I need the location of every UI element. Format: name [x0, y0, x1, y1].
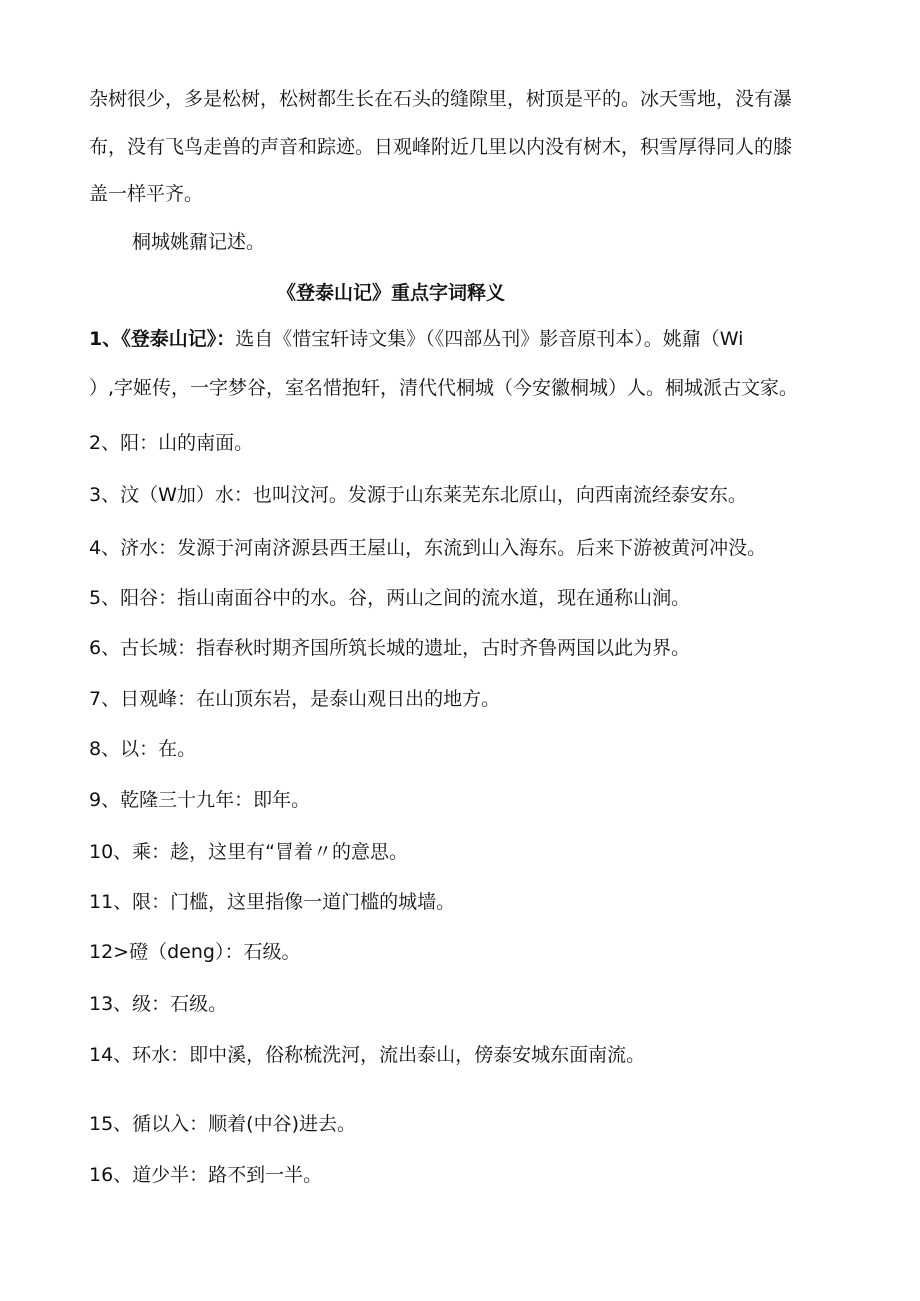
entry-11: 11、限：门槛，这里指像一道门槛的城墙。	[89, 891, 456, 913]
entry-13: 13、级：石级。	[89, 993, 228, 1015]
entry-9: 9、乾隆三十九年：即年。	[89, 789, 311, 811]
entry-15: 15、循以入：顺着(中谷)进去。	[89, 1113, 357, 1135]
intro-line-3: 盖一样平齐。	[89, 183, 204, 205]
entry-1-text: 选自《惜宝轩诗文集》（《四部丛刊》影音原刊本）。姚鼐（Wi	[235, 328, 744, 350]
entry-2: 2、阳：山的南面。	[89, 432, 254, 454]
entry-6: 6、古长城：指春秋时期齐国所筑长城的遗址，古时齐鲁两国以此为界。	[89, 637, 691, 659]
entry-3: 3、汶（W加）水：也叫汶河。发源于山东莱芜东北原山，向西南流经泰安东。	[89, 484, 747, 506]
entry-10: 10、乘：趁，这里有“冒着〃的意思。	[89, 841, 409, 863]
entry-16: 16、道少半：路不到一半。	[89, 1164, 323, 1186]
intro-line-1: 杂树很少，多是松树，松树都生长在石头的缝隙里，树顶是平的。冰天雪地，没有瀑	[89, 88, 793, 110]
intro-author: 桐城姚鼐记述。	[132, 231, 266, 253]
intro-line-2: 布，没有飞鸟走兽的声音和踪迹。日观峰附近几里以内没有树木，积雪厚得同人的膝	[89, 136, 793, 158]
entry-14: 14、环水：即中溪，俗称梳洗河，流出泰山，傍泰安城东面南流。	[89, 1044, 646, 1066]
entry-12: 12>磴（deng）：石级。	[89, 941, 301, 963]
entry-8: 8、以：在。	[89, 738, 197, 760]
entry-1-line-1	[89, 326, 743, 352]
entry-5: 5、阳谷：指山南面谷中的水。谷，两山之间的流水道，现在通称山涧。	[89, 587, 691, 609]
entry-1-line-2: ）,字姬传，一字梦谷，室名惜抱轩，清代代桐城（今安徽桐城）人。桐城派古文家。	[89, 377, 799, 399]
entry-7: 7、日观峰：在山顶东岩，是泰山观日出的地方。	[89, 688, 501, 710]
entry-4: 4、济水：发源于河南济源县西王屋山，东流到山入海东。后来下游被黄河冲没。	[89, 537, 767, 559]
section-title: 《登泰山记》重点字词释义	[277, 282, 506, 304]
entry-1-head: 1、《登泰山记》：	[89, 328, 236, 350]
